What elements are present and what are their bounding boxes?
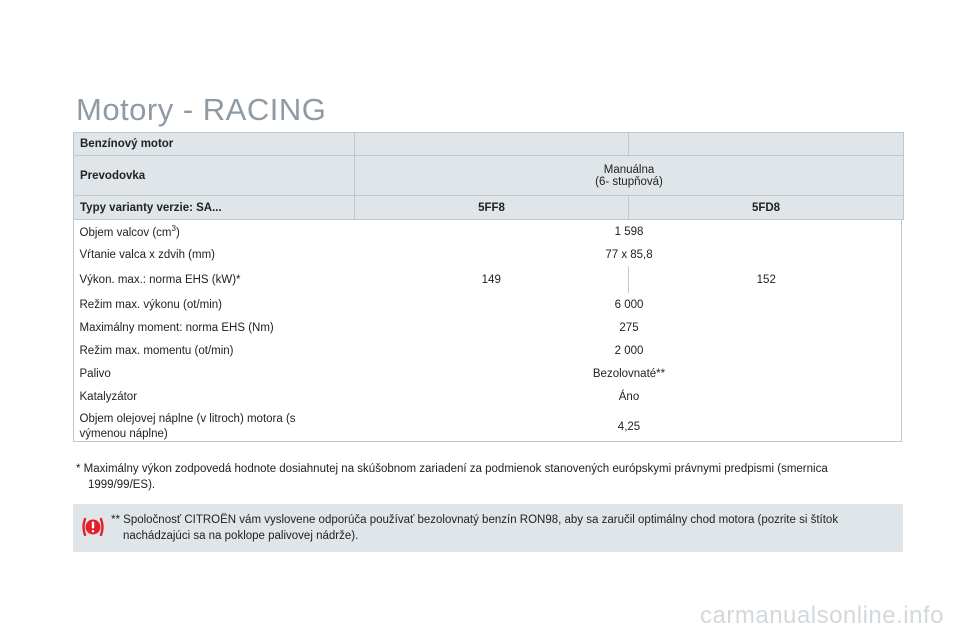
header-engine-col2	[355, 133, 629, 156]
header-gearbox-value	[355, 156, 904, 196]
table-row	[74, 266, 904, 293]
table-row	[74, 293, 904, 316]
row-label: Objem olejovej náplne (v litroch) motora (s výmenou náplne)	[79, 413, 296, 440]
header-variants-label: Typy varianty verzie: SA...	[74, 196, 355, 220]
table-row	[74, 362, 904, 385]
row-value: 275	[619, 321, 639, 334]
row-value: Bezolovnaté**	[592, 367, 666, 380]
fuel-note-line2: nachádzajúci sa na poklope palivovej nádrže).	[123, 530, 359, 542]
row-value: 2 000	[614, 344, 644, 357]
fuel-note-text	[111, 512, 891, 544]
header-gearbox-label: Prevodovka	[74, 156, 355, 196]
row-label: Katalyzátor	[79, 390, 138, 403]
row-label: Palivo	[79, 367, 111, 380]
row-label: Objem valcov $(cm^3)$	[79, 224, 180, 239]
engine-spec-table	[73, 132, 904, 446]
watermark: carmanualsonline.info	[700, 602, 944, 629]
row-label: Vŕtanie valca x zdvih (mm)	[79, 248, 215, 261]
table-row	[74, 316, 904, 339]
table-row	[74, 220, 904, 244]
fuel-note-box	[73, 504, 903, 552]
header-row-gearbox	[74, 156, 904, 196]
gearbox-type: Manuálna	[603, 163, 655, 176]
table-row	[74, 385, 904, 408]
page-title: Motory - RACING	[76, 92, 327, 127]
fuel-note-line1: ** Spoločnosť CITROËN vám vyslovene odporúča používať bezolovnatý benzín RON98, aby sa zaručil optimálny chod motora (pozrite si štítok	[111, 514, 839, 526]
header-engine-label: Benzínový motor	[74, 133, 355, 156]
footnote-power-line2: 1999/99/ES).	[88, 479, 156, 491]
header-variant-5ff8: 5FF8	[355, 196, 629, 220]
header-variant-5fd8: 5FD8	[629, 196, 904, 220]
row-value: Áno	[618, 390, 640, 403]
gearbox-speeds: (6- stupňová)	[595, 175, 663, 188]
table-row	[74, 408, 904, 446]
footnote-power-line1: * Maximálny výkon zodpovedá hodnote dosiahnutej na skúšobnom zariadení za podmienok stanovených európskymi právnymi predpismi (smernica	[76, 463, 828, 475]
row-value: 77 x 85,8	[605, 248, 653, 261]
row-label: Maximálny moment: norma EHS (Nm)	[79, 321, 274, 334]
row-label: Režim max. momentu (ot/min)	[79, 344, 234, 357]
row-value-5fd8: 152	[756, 273, 776, 286]
row-value: 4,25	[617, 421, 641, 433]
table-row	[74, 243, 904, 266]
row-label: Režim max. výkonu (ot/min)	[79, 298, 223, 311]
row-value: 6 000	[614, 298, 644, 311]
warning-icon	[82, 516, 104, 538]
row-label: Výkon. max.: norma EHS (kW)*	[79, 273, 241, 286]
header-row-variants	[74, 196, 904, 220]
table-row	[74, 339, 904, 362]
footnote-power	[76, 461, 896, 493]
header-engine-col3	[629, 133, 904, 156]
header-row-engine	[74, 133, 904, 156]
row-value: 1 598	[614, 225, 644, 238]
row-value-5ff8: 149	[355, 266, 629, 293]
